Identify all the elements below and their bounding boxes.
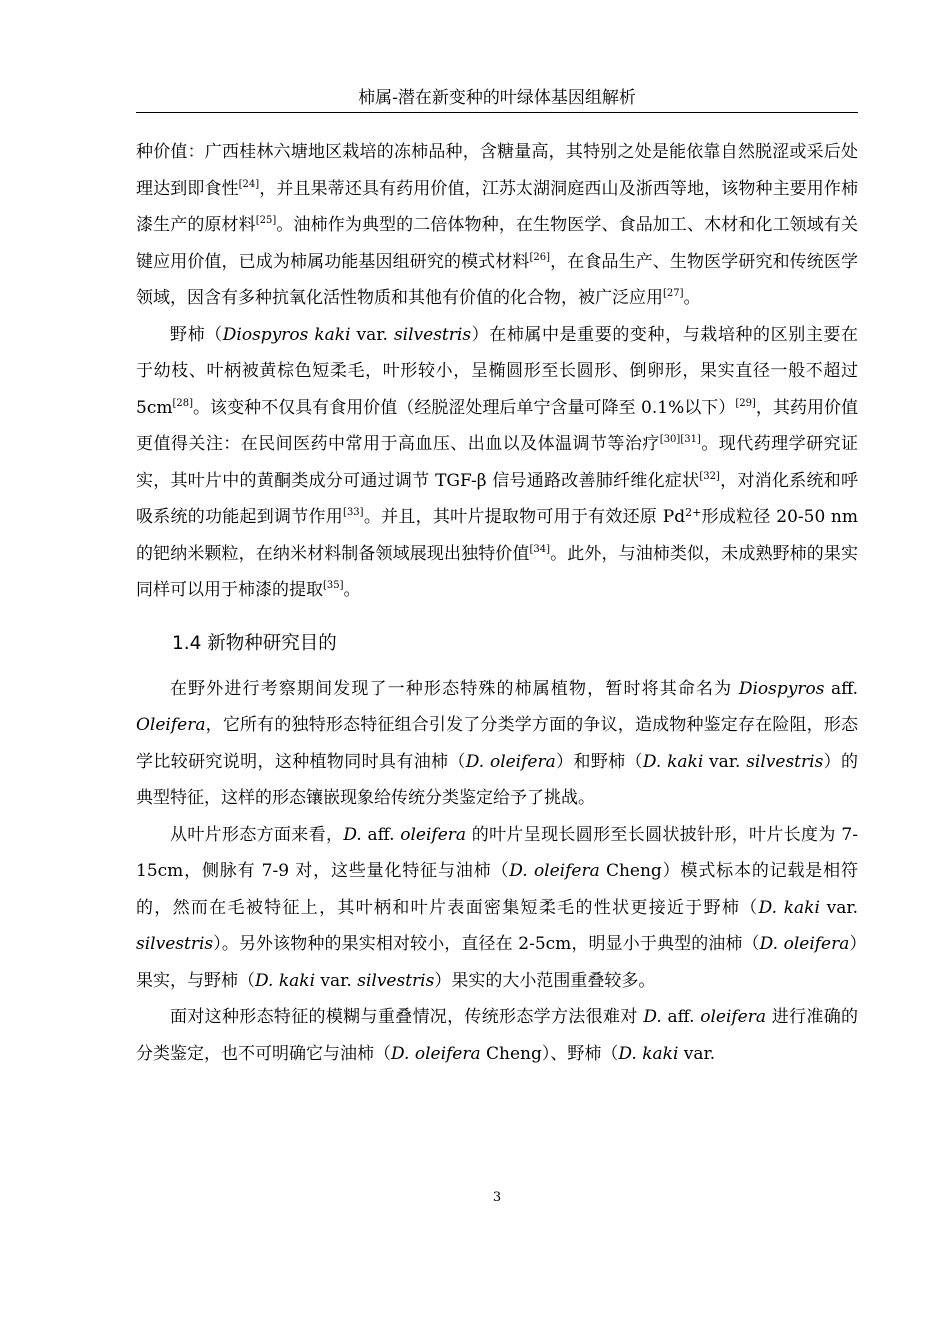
- paragraph-5: 面对这种形态特征的模糊与重叠情况，传统形态学方法很难对 D. aff. oleifera 进行准确的分类鉴定，也不可明确它与油柿（D. oleifera Cheng）、野柿（D. kaki var.: [136, 1007, 859, 1064]
- section-heading: 1.4 新物种研究目的: [172, 632, 337, 654]
- citation: [30]: [659, 434, 681, 445]
- running-header: 柿属-潜在新变种的叶绿体基因组解析: [358, 88, 636, 108]
- citation: [26]: [529, 251, 551, 263]
- body-text: [136, 134, 858, 1072]
- ion-charge: 2+: [685, 506, 702, 519]
- citation: [28]: [172, 397, 193, 409]
- citation: [31]: [680, 434, 701, 445]
- citation: [34]: [529, 543, 551, 555]
- citation: [25]: [255, 215, 277, 226]
- paragraph-3: 在野外进行考察期间发现了一种形态特殊的柿属植物，暂时将其命名为 Diospyros aff. Oleifera，它所有的独特形态特征组合引发了分类学方面的争议，造成物种鉴定存在险阻，形态学比较研究说明，这种植物同时具有油柿（D. oleifera）和野柿（D. kaki var. silvestris）的典型特征，这样的形态镶嵌现象给传统分类鉴定给予了挑战。: [136, 678, 859, 808]
- citation: [33]: [343, 507, 364, 518]
- citation: [32]: [699, 470, 720, 482]
- paragraph-1: 种价值：广西桂林六塘地区栽培的冻柿品种，含糖量高，其特别之处是能依靠自然脱涩或采后处理达到即食性[24]，并且果蒂还具有药用价值，江苏太湖洞庭西山及浙西等地，该物种主要用作柿漆生产的原材料[25]。油柿作为典型的二倍体物种，在生物医学、食品加工、木材和化工领域有关键应用价值，已成为柿属功能基因组研究的模式材料[26]，在食品生产、生物医学研究和传统医学领域，因含有多种抗氧化活性物质和其他有价值的化合物，被广泛应用[27]。: [136, 142, 859, 308]
- citation: [24]: [238, 178, 260, 190]
- paragraph-2: 野柿（Diospyros kaki var. silvestris）在柿属中是重要的变种，与栽培种的区别主要在于幼枝、叶柄被黄棕色短柔毛，叶形较小，呈椭圆形至长圆形、倒卵形，果实直径一般不超过 5cm[28]。该变种不仅具有食用价值（经脱涩处理后单宁含量可降至 0.1%以下）[29]，其药用价值更值得关注：在民间医药中常用于高血压、出血以及体温调节等治疗[30][31]。现代药理学研究证实，其叶片中的黄酮类成分可通过调节 TGF-β 信号通路改善肺纤维化症状[32]，对消化系统和呼吸系统的功能起到调节作用[33]。并且，其叶片提取物可用于有效还原 $Pd^{2+}$形成粒径 20-50 nm 的钯纳米颗粒，在纳米材料制备领域展现出独特价值[34]。此外，与油柿类似，未成熟野柿的果实同样可以用于柿漆的提取[35]。: [136, 324, 859, 600]
- citation: [29]: [735, 397, 756, 409]
- page-number: 3: [492, 1190, 502, 1205]
- paragraph-4: 从叶片形态方面来看，D. aff. oleifera 的叶片呈现长圆形至长圆状披针形，叶片长度为 7-15cm，侧脉有 7-9 对，这些量化特征与油柿（D. oleifera Cheng）模式标本的记载是相符的，然而在毛被特征上，其叶柄和叶片表面密集短柔毛的性状更接近于野柿（D. kaki var. silvestris）。另外该物种的果实相对较小，直径在 2-5cm，明显小于典型的油柿（D. oleifera）果实，与野柿（D. kaki var. silvestris）果实的大小范围重叠较多。: [136, 824, 859, 991]
- citation: [27]: [663, 288, 684, 299]
- header-rule: [136, 112, 858, 113]
- citation: [35]: [323, 580, 344, 591]
